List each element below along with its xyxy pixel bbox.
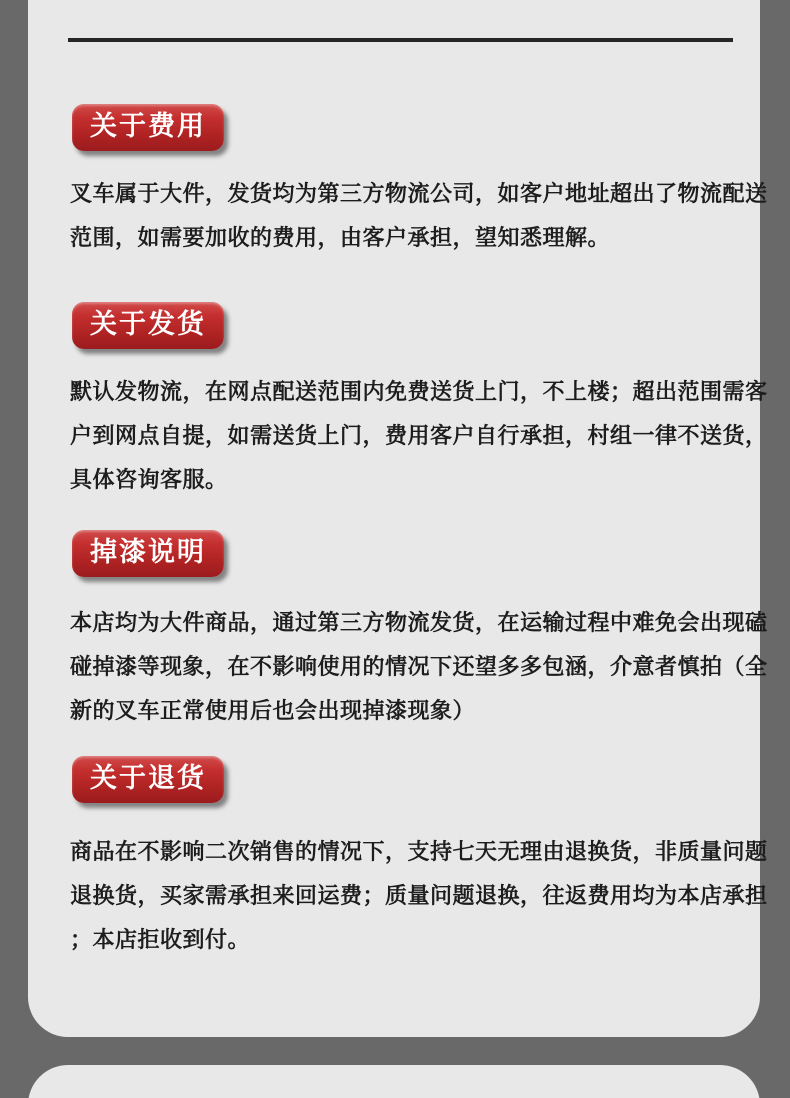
section-badge-paint-chip: 掉漆说明: [72, 530, 224, 577]
text-line: 新的叉车正常使用后也会出现掉漆现象）: [70, 698, 476, 723]
next-section-card: [28, 1065, 760, 1098]
text-line: 范围，如需要加收的费用，由客户承担，望知悉理解。: [70, 225, 611, 250]
text-line: 默认发物流，在网点配送范围内免费送货上门，不上楼；超出范围需客: [70, 379, 768, 404]
text-line: 商品在不影响二次销售的情况下，支持七天无理由退换货，非质量问题: [70, 839, 768, 864]
text-line: 具体咨询客服。: [70, 467, 228, 492]
section-paragraph-paint-chip: [70, 601, 768, 733]
section-paragraph-shipping: [70, 370, 768, 502]
section-badge-fees: 关于费用: [72, 104, 224, 151]
section-badge-returns: 关于退货: [72, 756, 224, 803]
section-paragraph-fees: [70, 172, 768, 260]
section-paragraph-returns: [70, 830, 768, 962]
text-line: 碰掉漆等现象，在不影响使用的情况下还望多多包涵，介意者慎拍（全: [70, 654, 768, 679]
top-divider-line: [68, 38, 733, 42]
text-line: ；本店拒收到付。: [70, 927, 251, 952]
text-line: 本店均为大件商品，通过第三方物流发货，在运输过程中难免会出现磕: [70, 610, 768, 635]
section-badge-shipping: 关于发货: [72, 302, 224, 349]
text-line: 叉车属于大件，发货均为第三方物流公司，如客户地址超出了物流配送: [70, 181, 768, 206]
text-line: 退换货，买家需承担来回运费；质量问题退换，往返费用均为本店承担: [70, 883, 768, 908]
text-line: 户到网点自提，如需送货上门，费用客户自行承担，村组一律不送货，: [70, 423, 768, 448]
